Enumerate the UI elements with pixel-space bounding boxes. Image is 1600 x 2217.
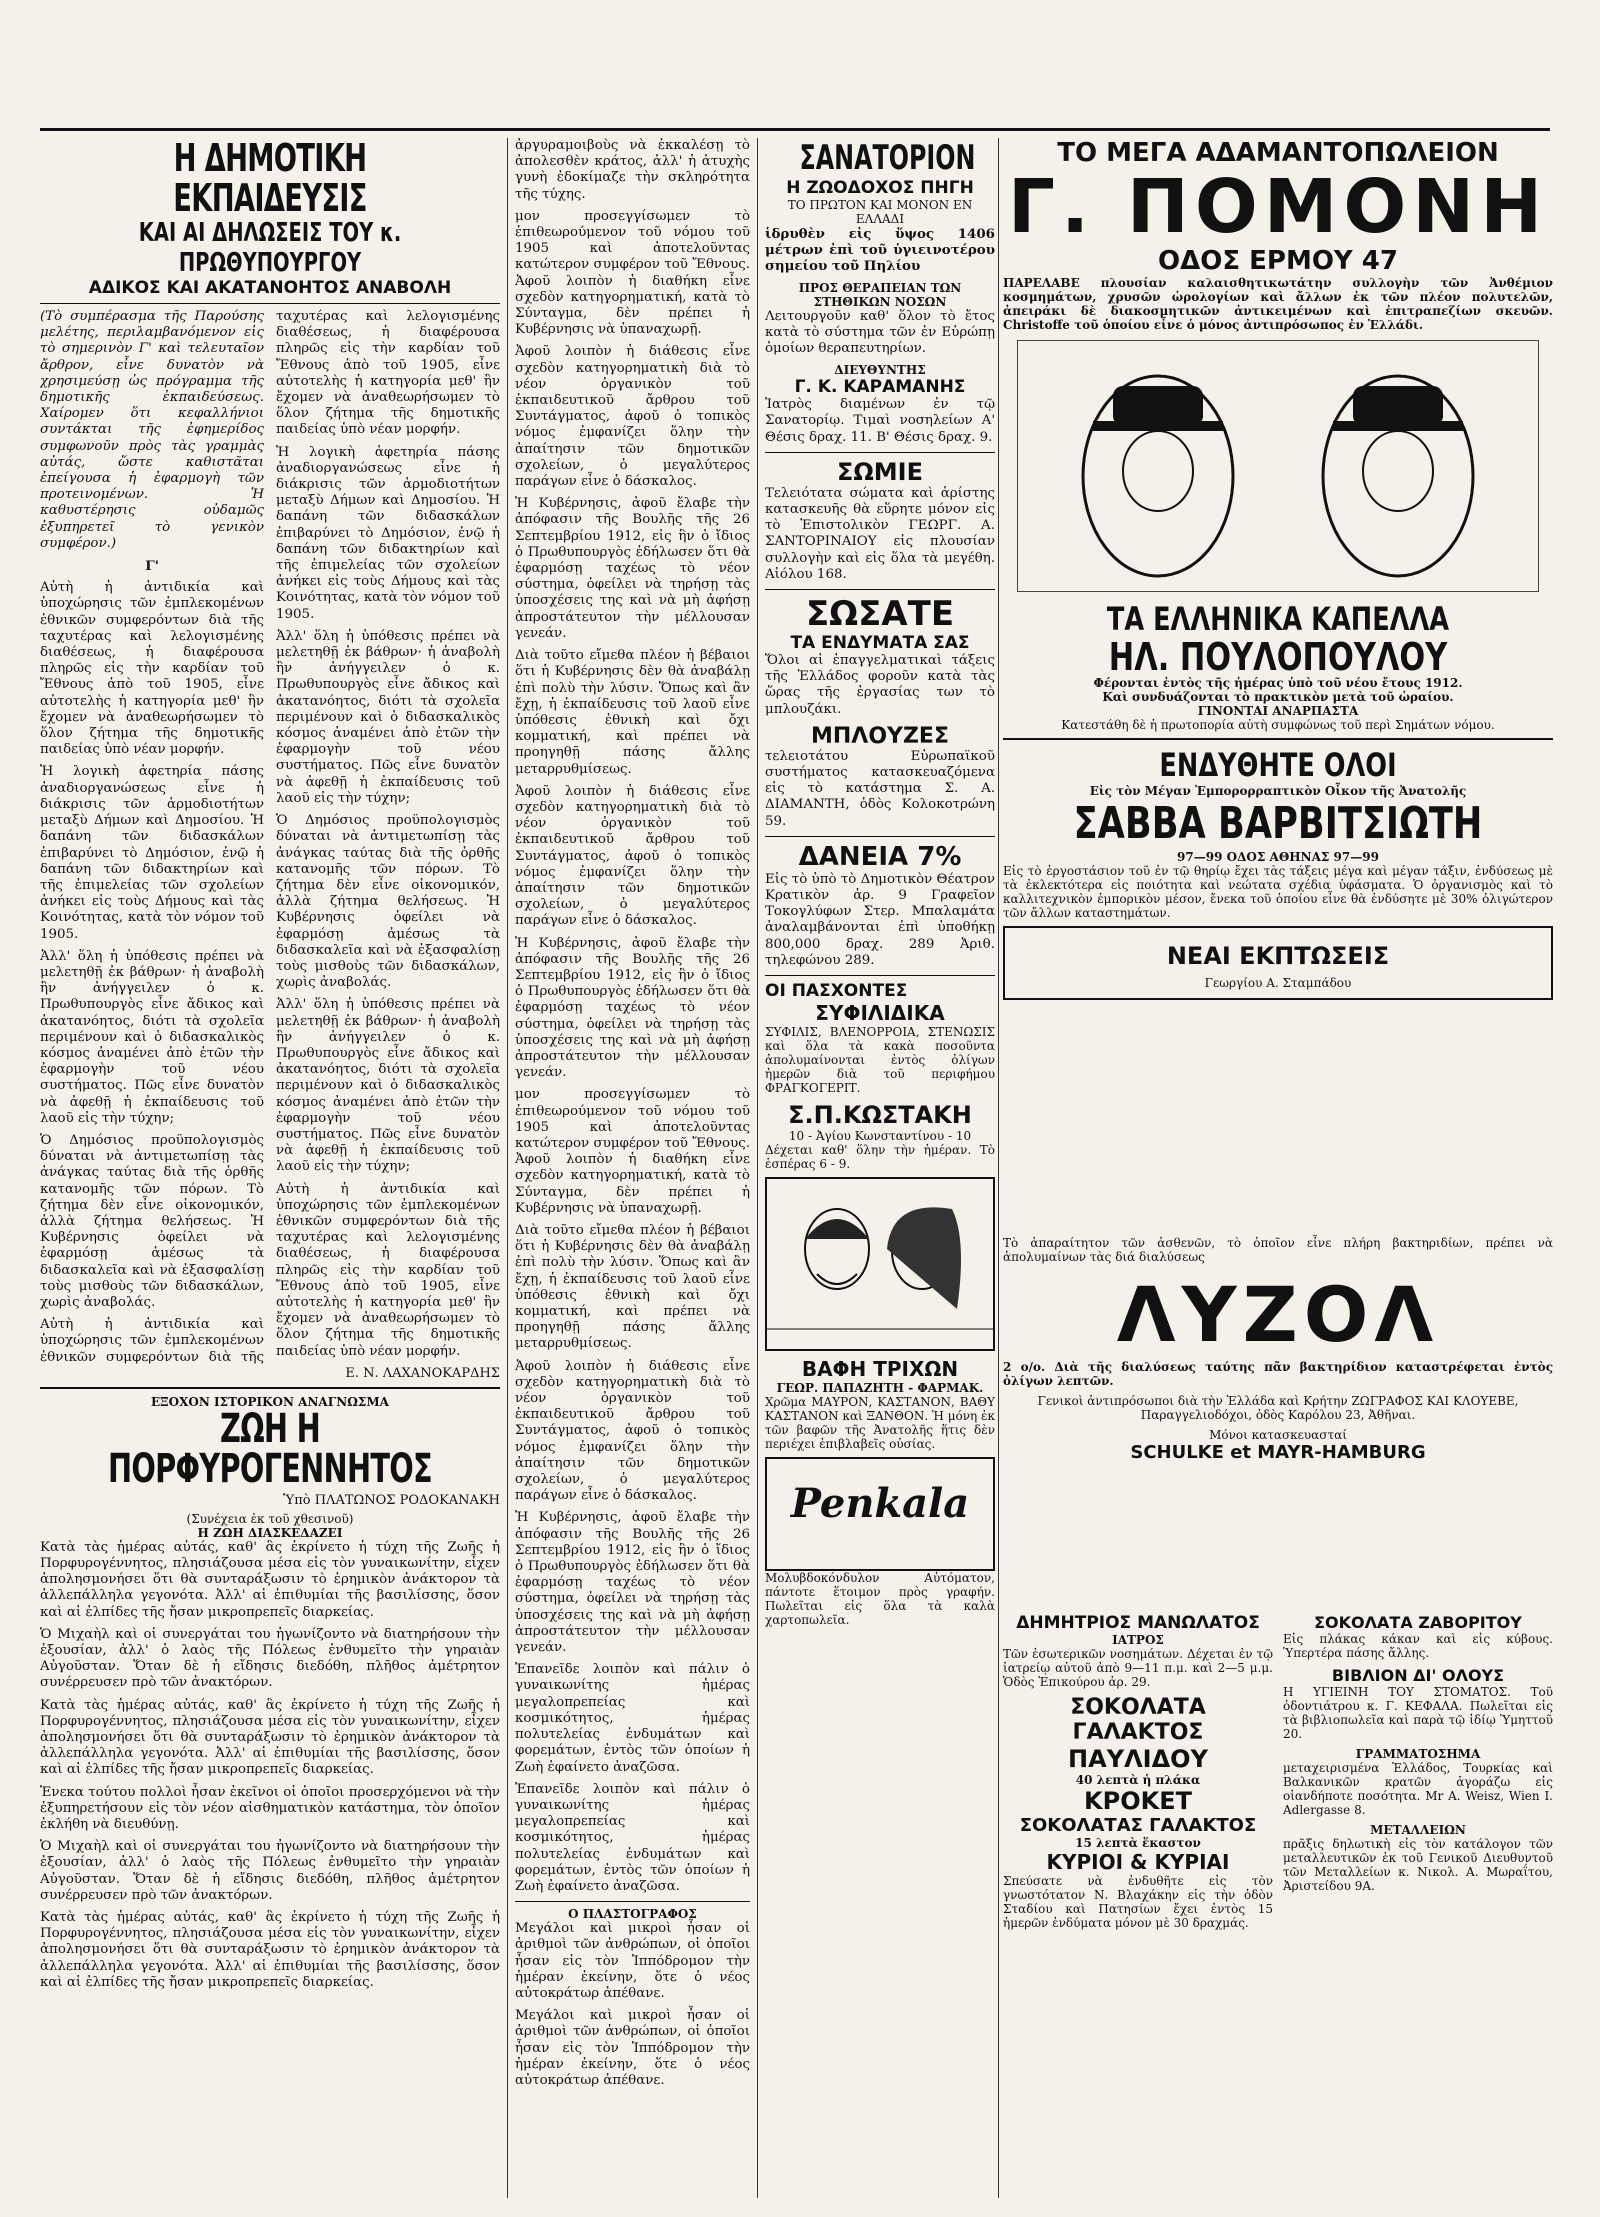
article-signature: Ε. Ν. ΛΑΧΑΝΟΚΑΡΔΗΣ: [345, 1365, 500, 1381]
stamps-title: ΓΡΑΜΜΑΤΟΣΗΜΑ: [1355, 1747, 1481, 1761]
bottom-ads-left: [1003, 1613, 1273, 1936]
pasxontes-label: ΟΙ ΠΑΣΧΟΝΤΕΣ: [765, 981, 908, 1002]
jeweler-text: ΠΑΡΕΛΑΒΕ πλουσίαν καλαισθητικωτάτην συλλογὴν τῶν Ἀνθέμιον κοσμημάτων, χρυσῶν ὡρολογίων καὶ ἄλλων ἐκ τῶν πλέον πολυτελῶν, ἀπειράκι δὲ διακοσμητικῶν ἀντικειμένων καὶ ἐπιτραπεζίων σκευῶν. Christoffe τοῦ ὁποίου εἶνε ὁ μόνος ἀντιπρόσωπος ἐν Ἑλλάδι.: [1003, 276, 1553, 332]
hats-brand: ΗΛ. ΠΟΥΛΟΠΟΥΛΟΥ: [1108, 635, 1448, 679]
article-paragraph: Ἐπανεῖδε λοιπὸν καὶ πάλιν ὁ γυναικωνίτης ἡμέρας μεγαλοπρεπείας καὶ κοσμικότητος, ἡμέρας πολυτελείας ἐνδυμάτων καὶ φορεμάτων, ἐντὸς τῶν ὁποίων ἡ Ζωὴ ἐφαίνετο ἀναζῶσα.: [515, 1662, 750, 1775]
jeweler-brand: Γ. ΠΟΜΟΝΗ: [1007, 164, 1549, 250]
column-rule: [757, 138, 758, 2198]
article-paragraph: Ἡ Κυβέρνησις, ἀφοῦ ἔλαβε τὴν ἀπόφασιν τῆς Βουλῆς τῆς 26 Σεπτεμβρίου 1912, εἰς ἣν ὁ ἴδιος ὁ Πρωθυπουργὸς ἐδήλωσεν ὅτι θὰ ἐφαρμόσῃ ταχέως τὸ νέον σύστημα, ὀφείλει νὰ τηρήσῃ τὰς ὑποσχέσεις της καὶ νὰ μὴ ἀφήσῃ ἀπροστάτευτον τὴν μέλλουσαν γενεάν.: [515, 935, 750, 1081]
story-paragraph: Ὁ Μιχαὴλ καὶ οἱ συνεργάται του ἠγωνίζοντο νὰ διατηρήσουν τὴν ἐξουσίαν, ἀλλ' ὁ λαὸς τῆς Πόλεως ἐνθυμεῖτο τὴν γηραιὰν Αὐγοῦσταν. Ὅταν δὲ ἡ εἴδησις διεδόθη, πλῆθος ἀμέτρητον συνέρρευσεν πρὸ τῶν ἀνακτόρων.: [40, 1626, 500, 1691]
sosate-title: ΣΩΣΑΤΕ: [805, 594, 955, 635]
bottom-ads-right: [1283, 1613, 1553, 1936]
metal-text: πρᾶξις δηλωτικὴ εἰς τὸν κατάλογον τῶν μεταλλευτικῶν ἐκ τοῦ Γενικοῦ Διευθυντοῦ τῶν Μεταλλείων κ. Νικολ. Α. Μωραΐτου, Ἀριστείδου 9Α.: [1283, 1837, 1553, 1893]
hair-dye-maker: ΓΕΩΡ. ΠΑΠΑΖΗΤΗ - ΦΑΡΜΑΚ.: [776, 1381, 984, 1396]
sanatorium-subtitle: Η ΖΩΟΔΟΧΟΣ ΠΗΓΗ: [786, 178, 974, 198]
story-paragraph: Κατὰ τὰς ἡμέρας αὐτάς, καθ' ἃς ἐκρίνετο ἡ τύχη τῆς Ζωῆς ἡ Πορφυρογέννητος, πλησιάζουσα μέσα εἰς τὸν γυναικωνίτην, εἶχεν ἀπολησμονήσει ὅτι θὰ συνταράξωσιν τὸ ἐρημικὸν ἀνάκτορον τὰ ἀλλεπάλληλα γεγονότα. Ἀλλ' αἱ ἐπιθυμίαι τῆς βασιλίσσης, ὅσον καὶ αἱ ἐλπίδες τῆς ἤσαν μικροπρεπεῖς διαρκείας.: [40, 1539, 500, 1620]
sanatorium-text: Λειτουργοῦν καθ' ὅλον τὸ ἔτος κατὰ τὸ σύστημα τῶν ἐν Εὐρώπῃ ὁμοίων θεραπευτηρίων.: [765, 308, 995, 357]
hair-dye-title: ΒΑΦΗ ΤΡΙΧΩΝ: [801, 1357, 959, 1382]
zavoritou-text: Εἰς πλάκας κάκαν καὶ εἰς κύβους. Ὑπερτέρα πάσης ἄλλης.: [1283, 1632, 1553, 1660]
lyzol-text: Τὸ ἀπαραίτητον τῶν ἀσθενῶν, τὸ ὁποῖον εἶνε πλήρη βακτηριδίων, πρέπει νὰ ἀπολυμαίνων τὰς διά διαλύσεως: [1003, 1236, 1553, 1264]
endythite-text: Εἰς τὸν Μέγαν Ἐμπορορραπτικὸν Οἶκον τῆς Ἀνατολῆς: [1089, 784, 1467, 798]
divider: [515, 1901, 750, 1902]
lyzol-sold-label: Μόνοι κατασκευασταί: [1209, 1428, 1347, 1442]
article-paragraph: Αὐτὴ ἡ ἀντιδικία καὶ ὑποχώρησις τῶν ἐμπλεκομένων ἐθνικῶν συμφερόντων διὰ τῆς ταχυτέρας καὶ λελογισμένης διαθέσεως, ἡ διαφέρουσα πληρῶς εἰς τὴν καρδίαν τοῦ Ἔθνους ἀπὸ τοῦ 1905, εἶνε αὐτοτελὴς ἡ κατηγορία μεθ' ἣν ἔχομεν νὰ ἀναθεωρήσωμεν τὸ ὅλον ζήτημα τῆς δημοτικῆς παιδείας ὑπὸ νέαν μορφήν.: [40, 580, 264, 758]
jeweler-title: ΤΟ ΜΕΓΑ ΑΔΑΜΑΝΤΟΠΩΛΕΙΟΝ: [1057, 138, 1499, 168]
column-4: [1003, 138, 1553, 2198]
metal-title: ΜΕΤΑΛΛΕΙΩΝ: [1370, 1823, 1466, 1837]
sanatorium-title: ΣΑΝΑΤΟΡΙΟΝ: [799, 138, 976, 178]
sanatorium-text: ἱδρυθὲν εἰς ὕψος 1406 μέτρων ἐπὶ τοῦ ὑγιεινοτέρου σημείου τοῦ Πηλίου: [765, 226, 995, 275]
article-paragraph: Αὐτὴ ἡ ἀντιδικία καὶ ὑποχώρησις τῶν ἐμπλεκομένων ἐθνικῶν συμφερόντων διὰ τῆς ταχυτέρας καὶ λελογισμένης διαθέσεως, ἡ διαφέρουσα πληρῶς εἰς τὴν καρδίαν τοῦ Ἔθνους ἀπὸ τοῦ 1905, εἶνε αὐτοτελὴς ἡ κατηγορία μεθ' ἣν ἔχομεν νὰ ἀναθεωρήσωμεν τὸ ὅλον ζήτημα τῆς δημοτικῆς παιδείας ὑπὸ νέαν μορφήν.: [276, 1181, 500, 1359]
divider: [765, 589, 995, 590]
hats-title: ΤΑ ΕΛΛΗΝΙΚΑ ΚΑΠΕΛΛΑ: [1106, 600, 1450, 638]
director-text: Ἰατρὸς διαμένων ἐν τῷ Σανατορίῳ. Τιμαὶ νοσηλείων Α' Θέσις δραχ. 11. Β' Θέσις δραχ. 9.: [765, 397, 995, 445]
hair-dye-illustration: [765, 1177, 995, 1351]
article-paragraph: Ἐπανεῖδε λοιπὸν καὶ πάλιν ὁ γυναικωνίτης ἡμέρας μεγαλοπρεπείας καὶ κοσμικότητος, ἡμέρας πολυτελείας ἐνδυμάτων καὶ φορεμάτων, ἐντὸς τῶν ὁποίων ἡ Ζωὴ ἐφαίνετο ἀναζῶσα.: [515, 1781, 750, 1894]
sosate-text: Ὅλοι αἱ ἐπαγγελματικαὶ τάξεις τῆς Ἑλλάδος φοροῦν κατὰ τὰς ὥρας τῆς ἐργασίας των τὸ μπλουζάκι.: [765, 653, 995, 717]
story-byline: Ὑπὸ ΠΛΑΤΩΝΟΣ ΡΟΔΟΚΑΝΑΚΗ: [283, 1492, 500, 1508]
article-paragraph: μον προσεγγίσωμεν τὸ ἐπιθεωρούμενον τοῦ νόμου τοῦ 1905 καὶ ἀποτελοῦντας κατώτερον συμφέρον τοῦ Ἔθνους. Ἀφοῦ λοιπὸν ἡ διαθήκη εἶνε σχεδὸν κατηγορηματική, κατὰ τὸ Σύνταγμα, δὲν πρέπει ἡ Κυβέρνησις νὰ ὑπαναχωρῇ.: [515, 208, 750, 338]
syfilidika-text: ΣΥΦΙΛΙΣ, ΒΛΕΝΟΡΡΟΙΑ, ΣΤΕΝΩΣΙΣ καὶ ὅλα τὰ κακὰ ποσοῦντα ἀπολυμαίνονται ἐντὸς ὀλίγων ἡμερῶν διὰ τοῦ περιφήμου ΦΡΑΓΚΟΓΕΡΙΤ.: [765, 1025, 995, 1096]
director-name: Γ. Κ. ΚΑΡΑΜΑΝΗΣ: [794, 377, 966, 398]
ekptoseis-byline: Γεωργίου Α. Σταμπάδου: [1204, 976, 1352, 990]
portrait-couple-icon: [767, 1179, 993, 1345]
ekptoseis-box: [1003, 926, 1553, 1000]
excerpt-label: ΕΞΟΧΟΝ ΙΣΤΟΡΙΚΟΝ ΑΝΑΓΝΩΣΜΑ: [151, 1394, 389, 1409]
story-paragraph: Ὁ Μιχαὴλ καὶ οἱ συνεργάται του ἠγωνίζοντο νὰ διατηρήσουν τὴν ἐξουσίαν, ἀλλ' ὁ λαὸς τῆς Πόλεως ἐνθυμεῖτο τὴν γηραιὰν Αὐγοῦσταν. Ὅταν δὲ ἡ εἴδησις διεδόθη, πλῆθος ἀμέτρητον συνέρρευσεν πρὸ τῶν ἀνακτόρων.: [40, 1839, 500, 1903]
hats-text: Κατεστάθη δὲ ἡ πρωτοπορία αὐτὴ συμφώνως τοῦ περὶ Σημάτων νόμου.: [1061, 718, 1495, 732]
lyzol-title: ΛΥΖΟΛ: [1116, 1270, 1440, 1359]
column-1: [40, 138, 500, 2198]
column-rule: [507, 138, 508, 2198]
kyrioi-title: ΚΥΡΙΟΙ & ΚΥΡΙΑΙ: [1046, 1850, 1230, 1874]
lyzol-maker: SCHULKE et MAYR-HAMBURG: [1130, 1442, 1426, 1463]
column-3: [765, 138, 995, 2198]
divider: [765, 836, 995, 837]
penkala-logo: Penkala: [790, 1480, 970, 1528]
savva-address: 97—99 ΟΔΟΣ ΑΘΗΝΑΣ 97—99: [1177, 850, 1379, 864]
article-paragraph: Μεγάλοι καὶ μικροὶ ἦσαν οἱ ἀριθμοὶ τῶν ἀνθρώπων, οἱ ὁποῖοι ἦσαν εἰς τὸν Ἰππόδρομον τὴν ἡμέραν ἐκείνην, ὅτε ὁ νέος αὐτοκράτωρ ἀπέθανε.: [515, 1921, 750, 2001]
article-subsubtitle: ΑΔΙΚΟΣ ΚΑΙ ΑΚΑΤΑΝΟΗΤΟΣ ΑΝΑΒΟΛΗ: [88, 278, 452, 298]
sosate-subtitle: ΤΑ ΕΝΔΥΜΑΤΑ ΣΑΣ: [790, 633, 970, 654]
divider: [40, 303, 500, 304]
blouzes-text: τελειοτάτου Εὐρωπαϊκοῦ συστήματος κατασκευαζόμενα εἰς τὸ κατάστημα Σ. Α. ΔΙΑΜΑΝΤΗ, ὁδὸς Κολοκοτρώνη 59.: [765, 748, 995, 829]
hair-dye-text: Χρῶμα ΜΑΥΡΟΝ, ΚΑΣΤΑΝΟΝ, ΒΑΘΥ ΚΑΣΤΑΝΟΝ καὶ ΞΑΝΘΟΝ. Ἡ μόνη ἐκ τῶν βαφῶν τῆς Ἀνατολῆς ἥτις δὲν περιέχει ἐπιβλαβεῖς οὐσίας.: [765, 1395, 995, 1452]
article-paragraph: Ἀφοῦ λοιπὸν ἡ διάθεσις εἶνε σχεδὸν κατηγορηματικὴ διὰ τὸ νέον ὀργανικὸν τοῦ ἐκπαιδευτικοῦ ἄρθρου τοῦ Συντάγματος, ἀφοῦ ὁ τοπικὸς νόμος ἐμφανίζει ὅλην τὴν ἀπαίτησιν τῶν δημοτικῶν σχολείων, ὁ μεγαλύτερος παράγων εἶνε ὁ δάσκαλος.: [515, 344, 750, 490]
chocolate-title: ΣΟΚΟΛΑΤΑ ΓΑΛΑΚΤΟΣ: [1070, 1695, 1206, 1745]
story-paragraph: Κατὰ τὰς ἡμέρας αὐτάς, καθ' ἃς ἐκρίνετο ἡ τύχη τῆς Ζωῆς ἡ Πορφυρογέννητος, πλησιάζουσα μέσα εἰς τὸν γυναικωνίτην, εἶχεν ἀπολησμονήσει ὅτι θὰ συνταράξωσιν τὸ ἐρημικὸν ἀνάκτορον τὰ ἀλλεπάλληλα γεγονότα. Ἀλλ' αἱ ἐπιθυμίαι τῆς βασιλίσσης, ὅσον καὶ αἱ ἐλπίδες τῆς ἤσαν μικροπρεπεῖς διαρκείας.: [40, 1910, 500, 1990]
chocolate-price: 40 λεπτὰ ἡ πλάκα: [1075, 1773, 1201, 1787]
story-chapter: Η ΖΩΗ ΔΙΑΣΚΕΔΑΖΕΙ: [197, 1525, 343, 1540]
kostaki-address: 10 - Ἀγίου Κωνσταντίνου - 10: [788, 1129, 972, 1144]
article-paragraph: Διὰ τοῦτο εἴμεθα πλέον ἡ βέβαιοι ὅτι ἡ Κυβέρνησις δὲν θὰ ἀναβάλῃ ἐπὶ πολὺ τὴν λύσιν. Ὅπως καὶ ἂν ἔχῃ, ἡ ἐκπαίδευσις τοῦ λαοῦ εἶνε ὑπόθεσις ἐθνικὴ καὶ ὄχι κομματική, καὶ πρέπει νὰ προηγηθῇ πάσης ἄλλης μεταρρυθμίσεως.: [515, 1223, 750, 1352]
article-body: [40, 309, 500, 1381]
endythite-title: ΕΝΔΥΘΗΤΕ ΟΛΟΙ: [1159, 746, 1397, 784]
bottom-ads: [1003, 1613, 1553, 1936]
hat-portraits: [1017, 340, 1539, 592]
daneia-text: Εἰς τὸ ὑπὸ τὸ Δημοτικὸν Θέατρον Κρατικὸν ἀρ. 9 Γραφεῖον Τοκογλύφων Στερ. Μπαλαμάτα ἀναλαμβάνονται ἐπὶ ὑποθήκῃ 800,000 δραχ. 289 Ἀριθ. τηλεφώνου 289.: [765, 871, 995, 968]
article-paragraph: Ἀφοῦ λοιπὸν ἡ διάθεσις εἶνε σχεδὸν κατηγορηματικὴ διὰ τὸ νέον ὀργανικὸν τοῦ ἐκπαιδευτικοῦ ἄρθρου τοῦ Συντάγματος, ἀφοῦ ὁ τοπικὸς νόμος ἐμφανίζει ὅλην τὴν ἀπαίτησιν τῶν δημοτικῶν σχολείων, ὁ μεγαλύτερος παράγων εἶνε ὁ δάσκαλος.: [515, 1358, 750, 1504]
article-subtitle: ΚΑΙ ΑΙ ΔΗΛΩΣΕΙΣ ΤΟΥ κ. ΠΡΩΘΥΠΟΥΡΓΟΥ: [138, 218, 402, 278]
lyzol-text: 2 ο/ο. Διὰ τῆς διαλύσεως ταύτης πᾶν βακτηρίδιον καταστρέφεται ἐντὸς ὀλίγων λεπτῶν.: [1003, 1360, 1553, 1388]
stamps-text: μεταχειρισμένα Ἑλλάδος, Τουρκίας καὶ Βαλκανικῶν κρατῶν ἀγοράζω εἰς οἱανδήποτε ποσότητα. Mr A. Weisz, Wien I. Adlergasse 8.: [1283, 1761, 1553, 1817]
column-2: [515, 138, 750, 2198]
column-rule: [998, 138, 999, 2198]
savva-text: Εἰς τὸ ἐργοστάσιον τοῦ ἐν τῷ θηρίῳ ἔχει τὰς τάξεις μέγα καὶ μέγαν τάξιν, ἐνδύσεως μὲ τὰ ἐκλεκτότερα εἰς ποιότητα καὶ νεώτατα σχέδια ὑφάσματα. Ὁ ὀργανισμὸς καὶ τὸ καλλιτεχνικὸν ἐμπορικὸν μέσον, ἔνεκα τοῦ ὁποίου εἶνε θὰ ἐνδύσητε μὲ 30% ὀλιγώτερον τῶν ἄλλων καταστημάτων.: [1003, 864, 1553, 920]
kostaki-text: Δέχεται καθ' ὅλην τὴν ἡμέραν. Τὸ ἑσπέρας 6 - 9.: [765, 1143, 995, 1172]
divider: [765, 452, 995, 453]
director-label: ΔΙΕΥΘΥΝΤΗΣ: [834, 363, 926, 378]
top-rule: [40, 128, 1550, 131]
hats-text: ΓΙΝΟΝΤΑΙ ΑΝΑΡΠΑΣΤΑ: [1197, 704, 1359, 718]
article-paragraph: Μεγάλοι καὶ μικροὶ ἦσαν οἱ ἀριθμοὶ τῶν ἀνθρώπων, οἱ ὁποῖοι ἦσαν εἰς τὸν Ἰππόδρομον τὴν ἡμέραν ἐκείνην, ὅτε ὁ νέος αὐτοκράτωρ ἀπέθανε.: [515, 2008, 750, 2088]
kroket-price: 15 λεπτὰ ἕκαστον: [1075, 1836, 1201, 1850]
article-paragraph: Ἀλλ' ὅλη ἡ ὑπόθεσις πρέπει νὰ μελετηθῇ ἐκ βάθρων· ἡ ἀναβολὴ ἣν ἀνήγγειλεν ὁ κ. Πρωθυπουργὸς εἶνε ἄδικος καὶ ἀκατανόητος, διότι τὰ σχολεῖα περιμένουν καὶ ὁ διδασκαλικὸς κόσμος ἀναμένει ἀπὸ ἐτῶν τὴν ἐφαρμογὴν τοῦ νέου συστήματος. Πῶς εἶνε δυνατὸν νὰ ἀφεθῇ ἡ ἐκπαίδευσις τοῦ λαοῦ εἰς τὴν τύχην;: [276, 997, 500, 1175]
article-paragraph: Ἀλλ' ὅλη ἡ ὑπόθεσις πρέπει νὰ μελετηθῇ ἐκ βάθρων· ἡ ἀναβολὴ ἣν ἀνήγγειλεν ὁ κ. Πρωθυπουργὸς εἶνε ἄδικος καὶ ἀκατανόητος, διότι τὰ σχολεῖα περιμένουν καὶ ὁ διδασκαλικὸς κόσμος ἀναμένει ἀπὸ ἐτῶν τὴν ἐφαρμογὴν τοῦ νέου συστήματος. Πῶς εἶνε δυνατὸν νὰ ἀφεθῇ ἡ ἐκπαίδευσις τοῦ λαοῦ εἰς τὴν τύχην;: [276, 628, 500, 806]
story-paragraph: Κατὰ τὰς ἡμέρας αὐτάς, καθ' ἃς ἐκρίνετο ἡ τύχη τῆς Ζωῆς ἡ Πορφυρογέννητος, πλησιάζουσα μέσα εἰς τὸν γυναικωνίτην, εἶχεν ἀπολησμονήσει ὅτι θὰ συνταράξωσιν τὸ ἐρημικὸν ἀνάκτορον τὰ ἀλλεπάλληλα γεγονότα. Ἀλλ' αἱ ἐπιθυμίαι τῆς βασιλίσσης, ὅσον καὶ αἱ ἐλπίδες τῆς ἤσαν μικροπρεπεῖς διαρκείας.: [40, 1697, 500, 1778]
doctor-title: ΙΑΤΡΟΣ: [1112, 1633, 1164, 1647]
doctor-text: Τῶν ἐσωτερικῶν νοσημάτων. Δέχεται ἐν τῷ ἰατρείῳ αὐτοῦ ἀπὸ 9—11 π.μ. καὶ 2—5 μ.μ. Ὁδὸς Ἐπικούρου ἀρ. 29.: [1003, 1647, 1273, 1689]
article-paragraph: Ἀλλ' ὅλη ἡ ὑπόθεσις πρέπει νὰ μελετηθῇ ἐκ βάθρων· ἡ ἀναβολὴ ἣν ἀνήγγειλεν ὁ κ. Πρωθυπουργὸς εἶνε ἄδικος καὶ ἀκατανόητος, διότι τὰ σχολεῖα περιμένουν καὶ ὁ διδασκαλικὸς κόσμος ἀναμένει ἀπὸ ἐτῶν τὴν ἐφαρμογὴν τοῦ νέου συστήματος. Πῶς εἶνε δυνατὸν νὰ ἀφεθῇ ἡ ἐκπαίδευσις τοῦ λαοῦ εἰς τὴν τύχην;: [40, 948, 264, 1126]
plastografos-label: Ο ΠΛΑΣΤΟΓΡΑΦΟΣ: [568, 1907, 697, 1922]
hats-text: Καὶ συνδυάζονται τὸ πρακτικὸν μετὰ τοῦ ὡραίου.: [1102, 690, 1454, 704]
kostaki-name: Σ.Π.ΚΩΣΤΑΚΗ: [788, 1101, 972, 1130]
article-paragraph: ἀργυραμοιβοὺς νὰ ἐκκαλέσῃ τὸ ἀπολεσθὲν κράτος, ἀλλ' ἡ ἀτυχὴς γυνὴ ἐδοκίμαζε τὴν σκληρότητα τῆς τύχης.: [515, 138, 750, 202]
divider: [1003, 738, 1553, 740]
divider: [40, 1387, 500, 1389]
empty-space: [1003, 1463, 1553, 1613]
article-intro: (Τὸ συμπέρασμα τῆς Παρούσης μελέτης, περιλαμβανόμενον εἰς τὸ σημερινὸν Γ' καὶ τελευταῖον ἄρθρον, εἶνε δυνατὸν νὰ χρησιμεύσῃ ὡς πρόγραμμα τῆς δημοτικῆς ἐκπαιδεύσεως. Χαίρομεν ὅτι κεφαλλήνιοι συντάκται τῆς ἐφημερίδος συμφωνοῦν πρὸς τὰς γραμμὰς αὐτάς, ὥστε καθιστᾶται ἐπείγουσα ἡ ἐφαρμογὴ τῶν προτεινομένων. Ἡ καθυστέρησις οὐδαμῶς ἐξυπηρετεῖ τὸ γενικὸν συμφέρον.): [40, 309, 264, 551]
divider: [765, 975, 995, 976]
somie-title: ΣΩΜΙΕ: [836, 457, 923, 486]
article-mark: Γ': [145, 558, 159, 575]
sanatorium-tagline: ΤΟ ΠΡΩΤΟΝ ΚΑΙ ΜΟΝΟΝ ΕΝ ΕΛΛΑΔΙ: [787, 198, 973, 226]
penkala-text: Μολυβδοκόνδυλον Αὐτόματον, πάντοτε ἕτοιμον πρὸς γραφήν. Πωλεῖται εἰς ὅλα τὰ καλὰ χαρτοπωλεῖα.: [765, 1571, 995, 1628]
article-paragraph: Ἡ λογικὴ ἀφετηρία πάσης ἀναδιοργανώσεως εἶνε ἡ διάκρισις τῶν ἁρμοδιοτήτων μεταξὺ Δήμων καὶ Δημοσίου. Ἡ δαπάνη τῶν διδασκάλων ἐπιβαρύνει τὸ Δημόσιον, ἐνῷ ἡ δαπάνη τῶν διδακτηρίων καὶ τῆς ἐπιμελείας τῶν σχολείων ἀνήκει εἰς τοὺς Δήμους καὶ τὰς Κοινότητας, κατὰ τὸν νόμον τοῦ 1905.: [40, 764, 264, 942]
article-paragraph: Ὁ Δημόσιος προϋπολογισμὸς δύναται νὰ ἀντιμετωπίσῃ τὰς ἀνάγκας ταύτας διὰ τῆς ὀρθῆς κατανομῆς τῶν πόρων. Τὸ ζήτημα δὲν εἶνε οἰκονομικόν, ἀλλὰ ζήτημα θελήσεως. Ἡ Κυβέρνησις ὀφείλει νὰ ἐφαρμόσῃ ἀμέσως τὰ διδασκαλεῖα καὶ νὰ ἐξασφαλίσῃ τοὺς μισθοὺς τῶν διδασκάλων, χωρὶς ἀναβολάς.: [40, 1132, 264, 1310]
article-title: Η ΔΗΜΟΤΙΚΗ ΕΚΠΑΙΔΕΥΣΙΣ: [173, 138, 367, 220]
article-paragraph: Αὐτὴ ἡ ἀντιδικία καὶ ὑποχώρησις τῶν ἐμπλεκομένων ἐθνικῶν συμφερόντων διὰ τῆς ταχυτέρας καὶ λελογισμένης διαθέσεως, ἡ διαφέρουσα πληρῶς εἰς τὴν καρδίαν τοῦ Ἔθνους ἀπὸ τοῦ 1905, εἶνε αὐτοτελὴς ἡ κατηγορία μεθ' ἣν ἔχομεν νὰ ἀναθεωρήσωμεν τὸ ὅλον ζήτημα τῆς δημοτικῆς παιδείας ὑπὸ νέαν μορφήν.: [40, 309, 500, 1365]
article-paragraph: Ὁ Δημόσιος προϋπολογισμὸς δύναται νὰ ἀντιμετωπίσῃ τὰς ἀνάγκας ταύτας διὰ τῆς ὀρθῆς κατανομῆς τῶν πόρων. Τὸ ζήτημα δὲν εἶνε οἰκονομικόν, ἀλλὰ ζήτημα θελήσεως. Ἡ Κυβέρνησις ὀφείλει νὰ ἐφαρμόσῃ ἀμέσως τὰ διδασκαλεῖα καὶ νὰ ἐξασφαλίσῃ τοὺς μισθοὺς τῶν διδασκάλων, χωρὶς ἀναβολάς.: [276, 813, 500, 991]
savva-name: ΣΑΒΒΑ ΒΑΡΒΙΤΣΙΩΤΗ: [1073, 798, 1483, 849]
lyzol-text: Γενικοὶ ἀντιπρόσωποι διὰ τὴν Ἑλλάδα καὶ Κρήτην ΖΩΓΡΑΦΟΣ ΚΑΙ ΚΛΟΥΕΒΕ, Παραγγελιοδόχοι, ὁδὸς Καρόλου 23, Ἀθῆναι.: [1037, 1394, 1519, 1422]
syfilidika-title: ΣΥΦΙΛΙΔΙΚΑ: [815, 1001, 945, 1026]
kroket-title: ΚΡΟΚΕΤ: [1084, 1787, 1192, 1815]
article-paragraph: Ἀφοῦ λοιπὸν ἡ διάθεσις εἶνε σχεδὸν κατηγορηματικὴ διὰ τὸ νέον ὀργανικὸν τοῦ ἐκπαιδευτικοῦ ἄρθρου τοῦ Συντάγματος, ἀφοῦ ὁ τοπικὸς νόμος ἐμφανίζει ὅλην τὴν ἀπαίτησιν τῶν δημοτικῶν σχολείων, ὁ μεγαλύτερος παράγων εἶνε ὁ δάσκαλος.: [515, 783, 750, 929]
story-title: ΖΩΗ Η ΠΟΡΦΥΡΟΓΕΝΝΗΤΟΣ: [108, 1405, 432, 1492]
book-text: Η ΥΓΙΕΙΝΗ ΤΟΥ ΣΤΟΜΑΤΟΣ. Τοῦ ὀδοντιάτρου κ. Γ. ΚΕΦΑΛΑ. Πωλεῖται εἰς τὰ βιβλιοπωλεῖα καὶ παρὰ τῷ ἰδίῳ Ὑμηττοῦ 20.: [1283, 1685, 1553, 1741]
chocolate-brand: ΠΑΥΛΙΔΟΥ: [1068, 1745, 1208, 1773]
article-paragraph: Ἡ Κυβέρνησις, ἀφοῦ ἔλαβε τὴν ἀπόφασιν τῆς Βουλῆς τῆς 26 Σεπτεμβρίου 1912, εἰς ἣν ὁ ἴδιος ὁ Πρωθυπουργὸς ἐδήλωσεν ὅτι θὰ ἐφαρμόσῃ ταχέως τὸ νέον σύστημα, ὀφείλει νὰ τηρήσῃ τὰς ὑποσχέσεις της καὶ νὰ μὴ ἀφήσῃ ἀπροστάτευτον τὴν μέλλουσαν γενεάν.: [515, 1510, 750, 1656]
article-paragraph: Διὰ τοῦτο εἴμεθα πλέον ἡ βέβαιοι ὅτι ἡ Κυβέρνησις δὲν θὰ ἀναβάλῃ ἐπὶ πολὺ τὴν λύσιν. Ὅπως καὶ ἂν ἔχῃ, ἡ ἐκπαίδευσις τοῦ λαοῦ εἶνε ὑπόθεσις ἐθνικὴ καὶ ὄχι κομματική, καὶ πρέπει νὰ προηγηθῇ πάσης ἄλλης μεταρρυθμίσεως.: [515, 648, 750, 777]
daneia-title: ΔΑΝΕΙΑ 7%: [798, 841, 962, 872]
penkala-ad: [765, 1457, 995, 1571]
article-paragraph: Ἡ λογικὴ ἀφετηρία πάσης ἀναδιοργανώσεως εἶνε ἡ διάκρισις τῶν ἁρμοδιοτήτων μεταξὺ Δήμων καὶ Δημοσίου. Ἡ δαπάνη τῶν διδασκάλων ἐπιβαρύνει τὸ Δημόσιον, ἐνῷ ἡ δαπάνη τῶν διδακτηρίων καὶ τῆς ἐπιμελείας τῶν σχολείων ἀνήκει εἰς τοὺς Δήμους καὶ τὰς Κοινότητας, κατὰ τὸν νόμον τοῦ 1905.: [276, 444, 500, 622]
ekptoseis-title: ΝΕΑΙ ΕΚΠΤΩΣΕΙΣ: [1166, 942, 1390, 970]
somie-text: Τελειότατα σώματα καὶ ἀρίστης κατασκευῆς θὰ εὕρητε μόνον εἰς τὸ Ἐπιστολικὸν ΓΕΩΡΓ. Α. ΣΑΝΤΟΡΙΝΑΙΟΥ εἰς πλουσίαν συλλογὴν καὶ εἰς ὅλα τὰ μεγέθη. Αἰόλου 168.: [765, 485, 995, 582]
article-paragraph: μον προσεγγίσωμεν τὸ ἐπιθεωρούμενον τοῦ νόμου τοῦ 1905 καὶ ἀποτελοῦντας κατώτερον συμφέρον τοῦ Ἔθνους. Ἀφοῦ λοιπὸν ἡ διαθήκη εἶνε σχεδὸν κατηγορηματική, κατὰ τὸ Σύνταγμα, δὲν πρέπει ἡ Κυβέρνησις νὰ ὑπαναχωρῇ.: [515, 1087, 750, 1216]
portrait-men-icon: [1018, 341, 1538, 591]
sanatorium-purpose: ΠΡΟΣ ΘΕΡΑΠΕΙΑΝ ΤΩΝ ΣΤΗΘΙΚΩΝ ΝΟΣΩΝ: [798, 280, 962, 309]
doctor-name: ΔΗΜΗΤΡΙΟΣ ΜΑΝΩΛΑΤΟΣ: [1016, 1613, 1260, 1633]
book-title: ΒΙΒΛΙΟΝ ΔΙ' ΟΛΟΥΣ: [1331, 1666, 1505, 1685]
hats-text: Φέρονται ἐντὸς τῆς ἡμέρας ὑπὸ τοῦ νέου ἔτους 1912.: [1093, 676, 1463, 690]
empty-space: [1003, 1006, 1553, 1236]
jeweler-street: ΟΔΟΣ ΕΡΜΟΥ 47: [1158, 246, 1398, 276]
article-paragraph: Ἡ Κυβέρνησις, ἀφοῦ ἔλαβε τὴν ἀπόφασιν τῆς Βουλῆς τῆς 26 Σεπτεμβρίου 1912, εἰς ἣν ὁ ἴδιος ὁ Πρωθυπουργὸς ἐδήλωσεν ὅτι θὰ ἐφαρμόσῃ ταχέως τὸ νέον σύστημα, ὀφείλει νὰ τηρήσῃ τὰς ὑποσχέσεις της καὶ νὰ μὴ ἀφήσῃ ἀπροστάτευτον τὴν μέλλουσαν γενεάν.: [515, 496, 750, 641]
story-paragraph: Ἐνεκα τούτου πολλοὶ ἦσαν ἐκεῖνοι οἱ ὁποῖοι προσερχόμενοι νὰ τὴν ἐξυπηρετήσουν εἰς τὸν νέον αἰσθηματικὸν κατάστημα, τὸν ὁποῖον ἐκλήθη νὰ διευθύνῃ.: [40, 1784, 500, 1833]
blouzes-title: ΜΠΛΟΥΖΕΣ: [811, 723, 949, 749]
kroket-subtitle: ΣΟΚΟΛΑΤΑΣ ΓΑΛΑΚΤΟΣ: [1019, 1815, 1257, 1836]
story-continuation: (Συνέχεια ἐκ τοῦ χθεσινοῦ): [186, 1511, 354, 1526]
zavoritou-title: ΣΟΚΟΛΑΤΑ ΖΑΒΟΡΙΤΟΥ: [1314, 1613, 1522, 1632]
kyrioi-text: Σπεύσατε νὰ ἐνδυθῆτε εἰς τὸν γνωστότατον Ν. Βλαχάκην εἰς τὴν ὁδὸν Σταδίου καὶ Πατησίων ἔχει ἐντὸς 15 ἡμερῶν ἐνδύματα μόνον μὲ 30 δραχμάς.: [1003, 1874, 1273, 1930]
